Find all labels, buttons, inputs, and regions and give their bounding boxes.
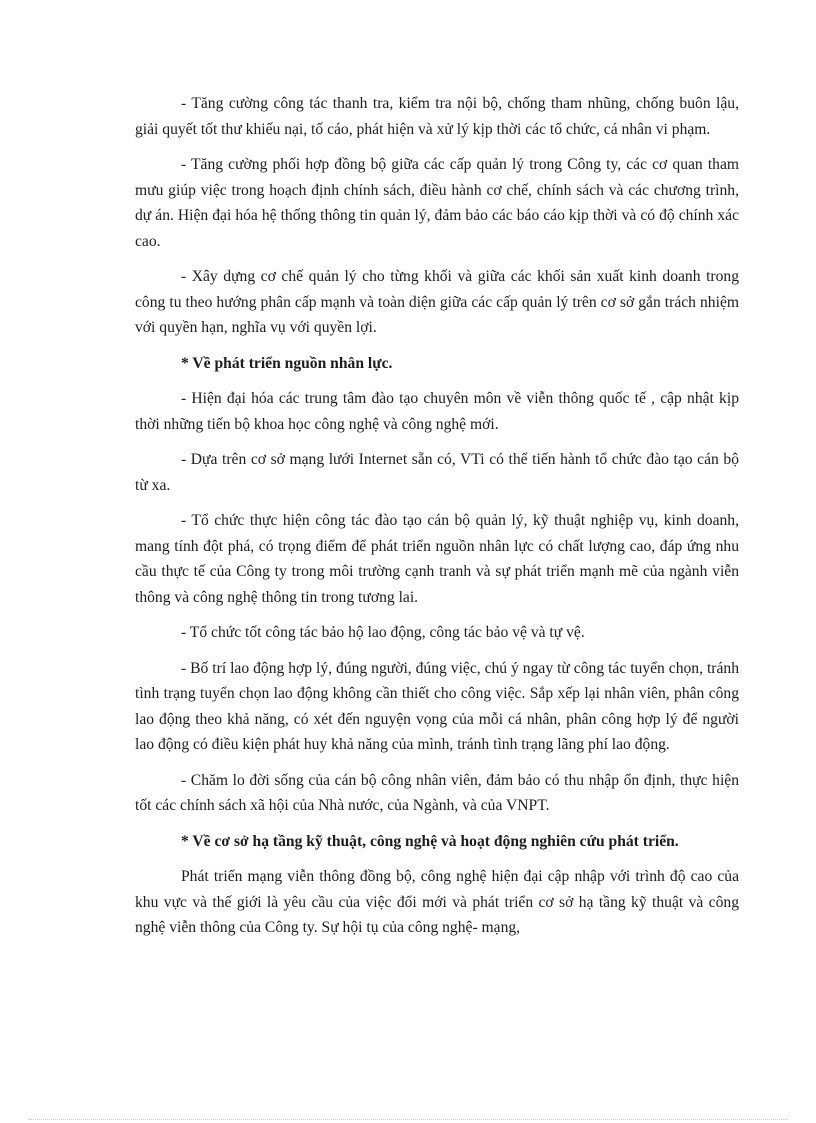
paragraph-remote-training: - Dựa trên cơ sở mạng lưới Internet sẵn có, VTi có thể tiến hành tổ chức đào tạo cán bộ từ xa. <box>135 451 739 494</box>
paragraph-employee-welfare: - Chăm lo đời sống của cán bộ công nhân viên, đảm bảo có thu nhập ổn định, thực hiện tốt các chính sách xã hội của Nhà nước, của Ngành, và của VNPT. <box>135 771 739 814</box>
paragraph-management-mechanism: - Xây dựng cơ chế quản lý cho từng khối và giữa các khối sản xuất kinh doanh trong công tu theo hướng phân cấp mạnh và toàn diện giữa các cấp quản lý trên cơ sở gắn trách nhiệm với quyền hạn, nghĩa vụ với quyền lợi. <box>135 268 739 336</box>
paragraph-labor-protection: - Tổ chức tốt công tác bảo hộ lao động, công tác bảo vệ và tự vệ. <box>181 624 585 641</box>
paragraph-network-development: Phát triển mạng viễn thông đồng bộ, công nghệ hiện đại cập nhập với trình độ cao của khu vực và thế giới là yêu cầu của việc đổi mới và phát triển cơ sở hạ tầng kỹ thuật và công nghệ viễn thông của Công ty. Sự hội tụ của công nghệ- mạng, <box>135 868 739 936</box>
document-body <box>135 91 739 951</box>
paragraph-inspection: - Tăng cường công tác thanh tra, kiểm tra nội bộ, chống tham nhũng, chống buôn lậu, giải quyết tốt thư khiếu nại, tố cáo, phát hiện và xử lý kịp thời các tổ chức, cá nhân vi phạm. <box>135 95 739 138</box>
paragraph-training-centers: - Hiện đại hóa các trung tâm đào tạo chuyên môn về viễn thông quốc tế , cập nhật kịp thời những tiến bộ khoa học công nghệ và công nghệ mới. <box>135 390 739 433</box>
paragraph-staff-training: - Tổ chức thực hiện công tác đào tạo cán bộ quản lý, kỹ thuật nghiệp vụ, kinh doanh, mang tính đột phá, có trọng điểm để phát triển nguồn nhân lực có chất lượng cao, đáp ứng nhu cầu thực tế của Công ty trong môi trường cạnh tranh và sự phát triển mạnh mẽ của ngành viễn thông và công nghệ thông tin trong tương lai. <box>135 512 739 606</box>
paragraph-labor-arrangement: - Bố trí lao động hợp lý, đúng người, đúng việc, chú ý ngay từ công tác tuyển chọn, tránh tình trạng tuyển chọn lao động không cần thiết cho công việc. Sắp xếp lại nhân viên, phân công lao động theo khả năng, có xét đến nguyện vọng của mỗi cá nhân, phân công hợp lý để người lao động có điều kiện phát huy khả năng của mình, tránh tình trạng lãng phí lao động. <box>135 659 739 753</box>
heading-infrastructure: * Về cơ sở hạ tầng kỹ thuật, công nghệ và hoạt động nghiên cứu phát triển. <box>181 832 679 850</box>
page-bottom-divider <box>28 1119 788 1120</box>
heading-human-resources: * Về phát triển nguồn nhân lực. <box>181 354 393 372</box>
paragraph-coordination: - Tăng cường phối hợp đồng bộ giữa các cấp quản lý trong Công ty, các cơ quan tham mưu giúp việc trong hoạch định chính sách, điều hành cơ chế, chính sách và các chương trình, dự án. Hiện đại hóa hệ thống thông tin quản lý, đảm bảo các báo cáo kịp thời và có độ chính xác cao. <box>135 156 739 250</box>
